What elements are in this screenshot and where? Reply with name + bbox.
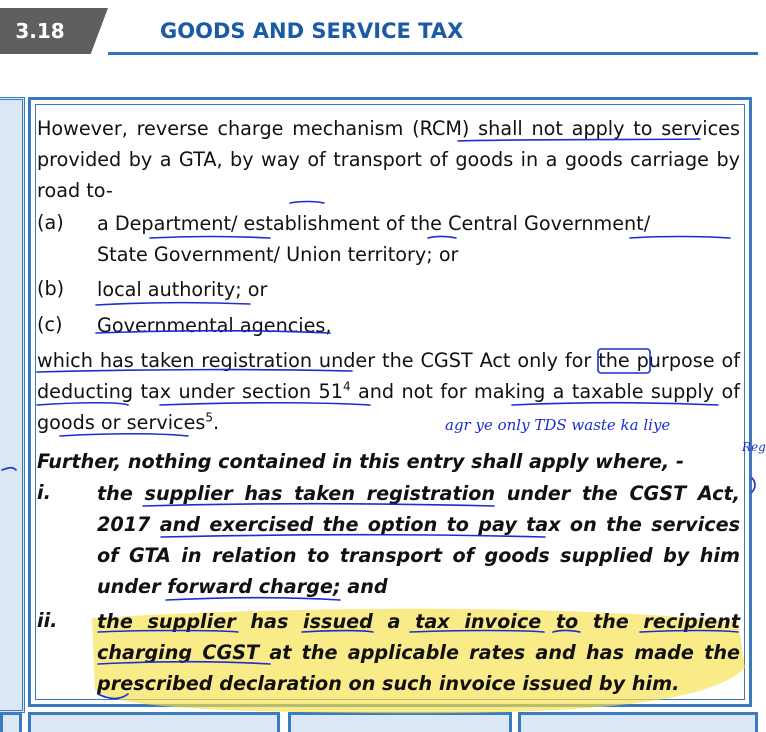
underline-department (150, 237, 270, 239)
registration-tail: and not for making a taxable supply of goods or services (37, 380, 740, 434)
item-a-label: (a) (37, 211, 64, 234)
item-b-label: (b) (37, 277, 65, 300)
condition-i-label: i. (37, 481, 51, 504)
underline-local-authority (96, 303, 250, 305)
circle-only (598, 349, 650, 373)
footnote-5: 5 (205, 410, 214, 425)
underline-purpose (37, 403, 128, 405)
intro-paragraph: However, reverse charge mechanism (RCM) shall not apply to services provided by a GTA, by way of transport of goods in a goods carriage by road to- (37, 117, 740, 202)
underline-recipient (640, 631, 738, 633)
underline-supplier (143, 504, 494, 506)
margin-bracket (752, 478, 755, 492)
item-c-label: (c) (37, 313, 63, 336)
footnote-4: 4 (342, 379, 351, 394)
further-heading: Further, nothing contained in this entry shall apply where, - (37, 450, 684, 473)
item-a-line2: State Government/ Union territory; or (97, 243, 459, 266)
underline-option (161, 535, 545, 537)
section-number: 3.18 (15, 19, 65, 43)
underline-forward (166, 598, 340, 600)
underline-supplier-ii (98, 631, 238, 633)
registration-text: which has taken registration under the CGST Act only for the purpose of deducting tax under section 51 (37, 349, 740, 403)
item-c-text: Governmental agencies, (97, 314, 332, 337)
underline-rcm (458, 139, 700, 141)
handwritten-note: agr ye only TDS waste ka liye (445, 416, 671, 434)
page-title: GOODS AND SERVICE TAX (160, 19, 464, 43)
underline-not-for-making (512, 403, 718, 405)
condition-ii-text: the supplier has issued a tax invoice to the recipient charging CGST at the applicable rates and has made the prescribed declaration on such invoice issued by him. (97, 610, 740, 695)
underline-government (630, 237, 730, 239)
underline-of (428, 237, 456, 239)
underline-charging (98, 662, 270, 664)
item-a-line1: a Department/ establishment of the Central Government/ (97, 212, 651, 235)
underline-tax-invoice (410, 631, 544, 633)
condition-ii-label: ii. (37, 609, 58, 632)
underline-taxable-supply (60, 434, 188, 436)
margin-scribble (2, 468, 16, 470)
underline-deducting (160, 403, 370, 405)
underline-to-ii (553, 631, 580, 633)
underline-prescribed (98, 694, 128, 699)
margin-note: Reg (742, 440, 766, 454)
item-b-text: local authority; or (97, 278, 268, 301)
underline-issued (302, 631, 373, 633)
underline-governmental (96, 331, 330, 333)
underline-registration (37, 370, 352, 372)
registration-end: . (213, 411, 220, 434)
condition-i-text: the supplier has taken registration under the CGST Act, 2017 and exercised the option to pay tax on the services of GTA in relation to transport of goods supplied by him under forward charge; and (97, 482, 740, 598)
underline-to (290, 202, 324, 204)
